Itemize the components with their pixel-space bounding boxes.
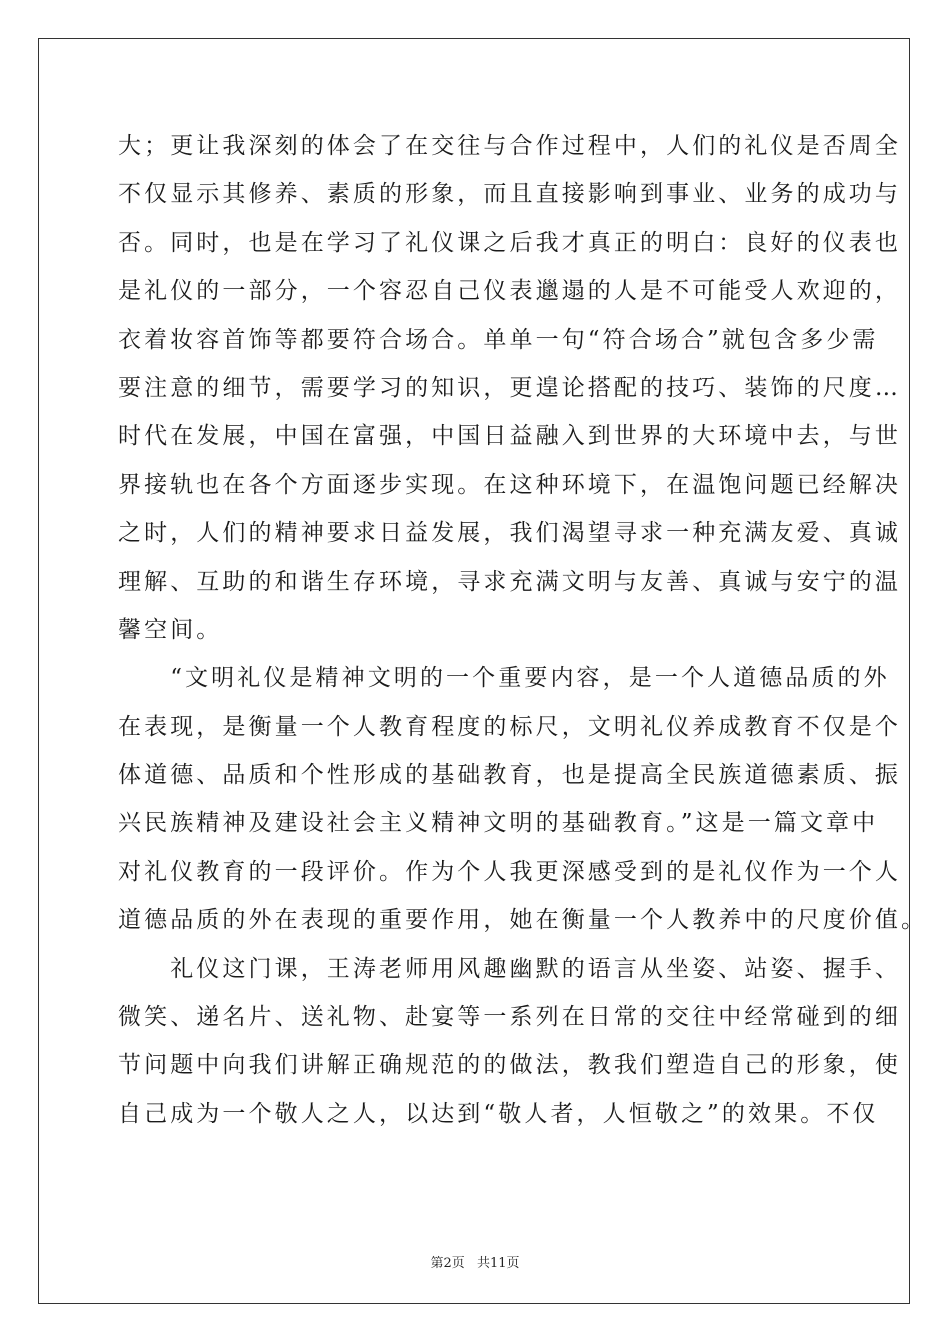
text-line: 要注意的细节，需要学习的知识，更遑论搭配的技巧、装饰的尺度… <box>118 374 901 401</box>
text-line: “文明礼仪是精神文明的一个重要内容，是一个人道德品质的外 <box>118 665 890 692</box>
text-line: 是礼仪的一部分，一个容忍自己仪表邋遢的人是不可能受人欢迎的， <box>118 278 901 305</box>
text-line: 界接轨也在各个方面逐步实现。在这种环境下，在温饱问题已经解决 <box>118 471 901 498</box>
text-line: 馨空间。 <box>118 616 223 643</box>
page-footer <box>0 1252 950 1271</box>
text-line: 在表现，是衡量一个人教育程度的标尺，文明礼仪养成教育不仅是个 <box>118 713 901 740</box>
text-line: 兴民族精神及建设社会主义精神文明的基础教育。”这是一篇文章中 <box>118 810 879 837</box>
text-line: 否。同时，也是在学习了礼仪课之后我才真正的明白：良好的仪表也 <box>118 229 901 256</box>
text-line: 衣着妆容首饰等都要符合场合。单单一句“符合场合”就包含多少需 <box>118 326 879 353</box>
text-line: 礼仪这门课，王涛老师用风趣幽默的语言从坐姿、站姿、握手、 <box>118 955 901 982</box>
text-line: 自己成为一个敬人之人，以达到“敬人者，人恒敬之”的效果。不仅 <box>118 1100 879 1127</box>
text-line: 大；更让我深刻的体会了在交往与合作过程中，人们的礼仪是否周全 <box>118 133 901 159</box>
text-line: 道德品质的外在表现的重要作用，她在衡量一个人教养中的尺度价值。 <box>118 907 928 934</box>
text-line: 体道德、品质和个性形成的基础教育，也是提高全民族道德素质、振 <box>118 762 901 789</box>
text-line: 不仅显示其修养、素质的形象，而且直接影响到事业、业务的成功与 <box>118 181 901 208</box>
text-line: 理解、互助的和谐生存环境，寻求充满文明与友善、真诚与安宁的温 <box>118 568 901 595</box>
document-body <box>118 122 928 1138</box>
text-line: 节问题中向我们讲解正确规范的的做法，教我们塑造自己的形象，使 <box>118 1052 901 1079</box>
page-number: 第2页 <box>430 1256 465 1271</box>
text-line: 之时，人们的精神要求日益发展，我们渴望寻求一种充满友爱、真诚 <box>118 520 901 547</box>
text-line: 时代在发展，中国在富强，中国日益融入到世界的大环境中去，与世 <box>118 423 901 450</box>
text-line: 微笑、递名片、送礼物、赴宴等一系列在日常的交往中经常碰到的细 <box>118 1004 901 1031</box>
page-total: 共11页 <box>476 1256 520 1271</box>
text-line: 对礼仪教育的一段评价。作为个人我更深感受到的是礼仪作为一个人 <box>118 858 901 885</box>
